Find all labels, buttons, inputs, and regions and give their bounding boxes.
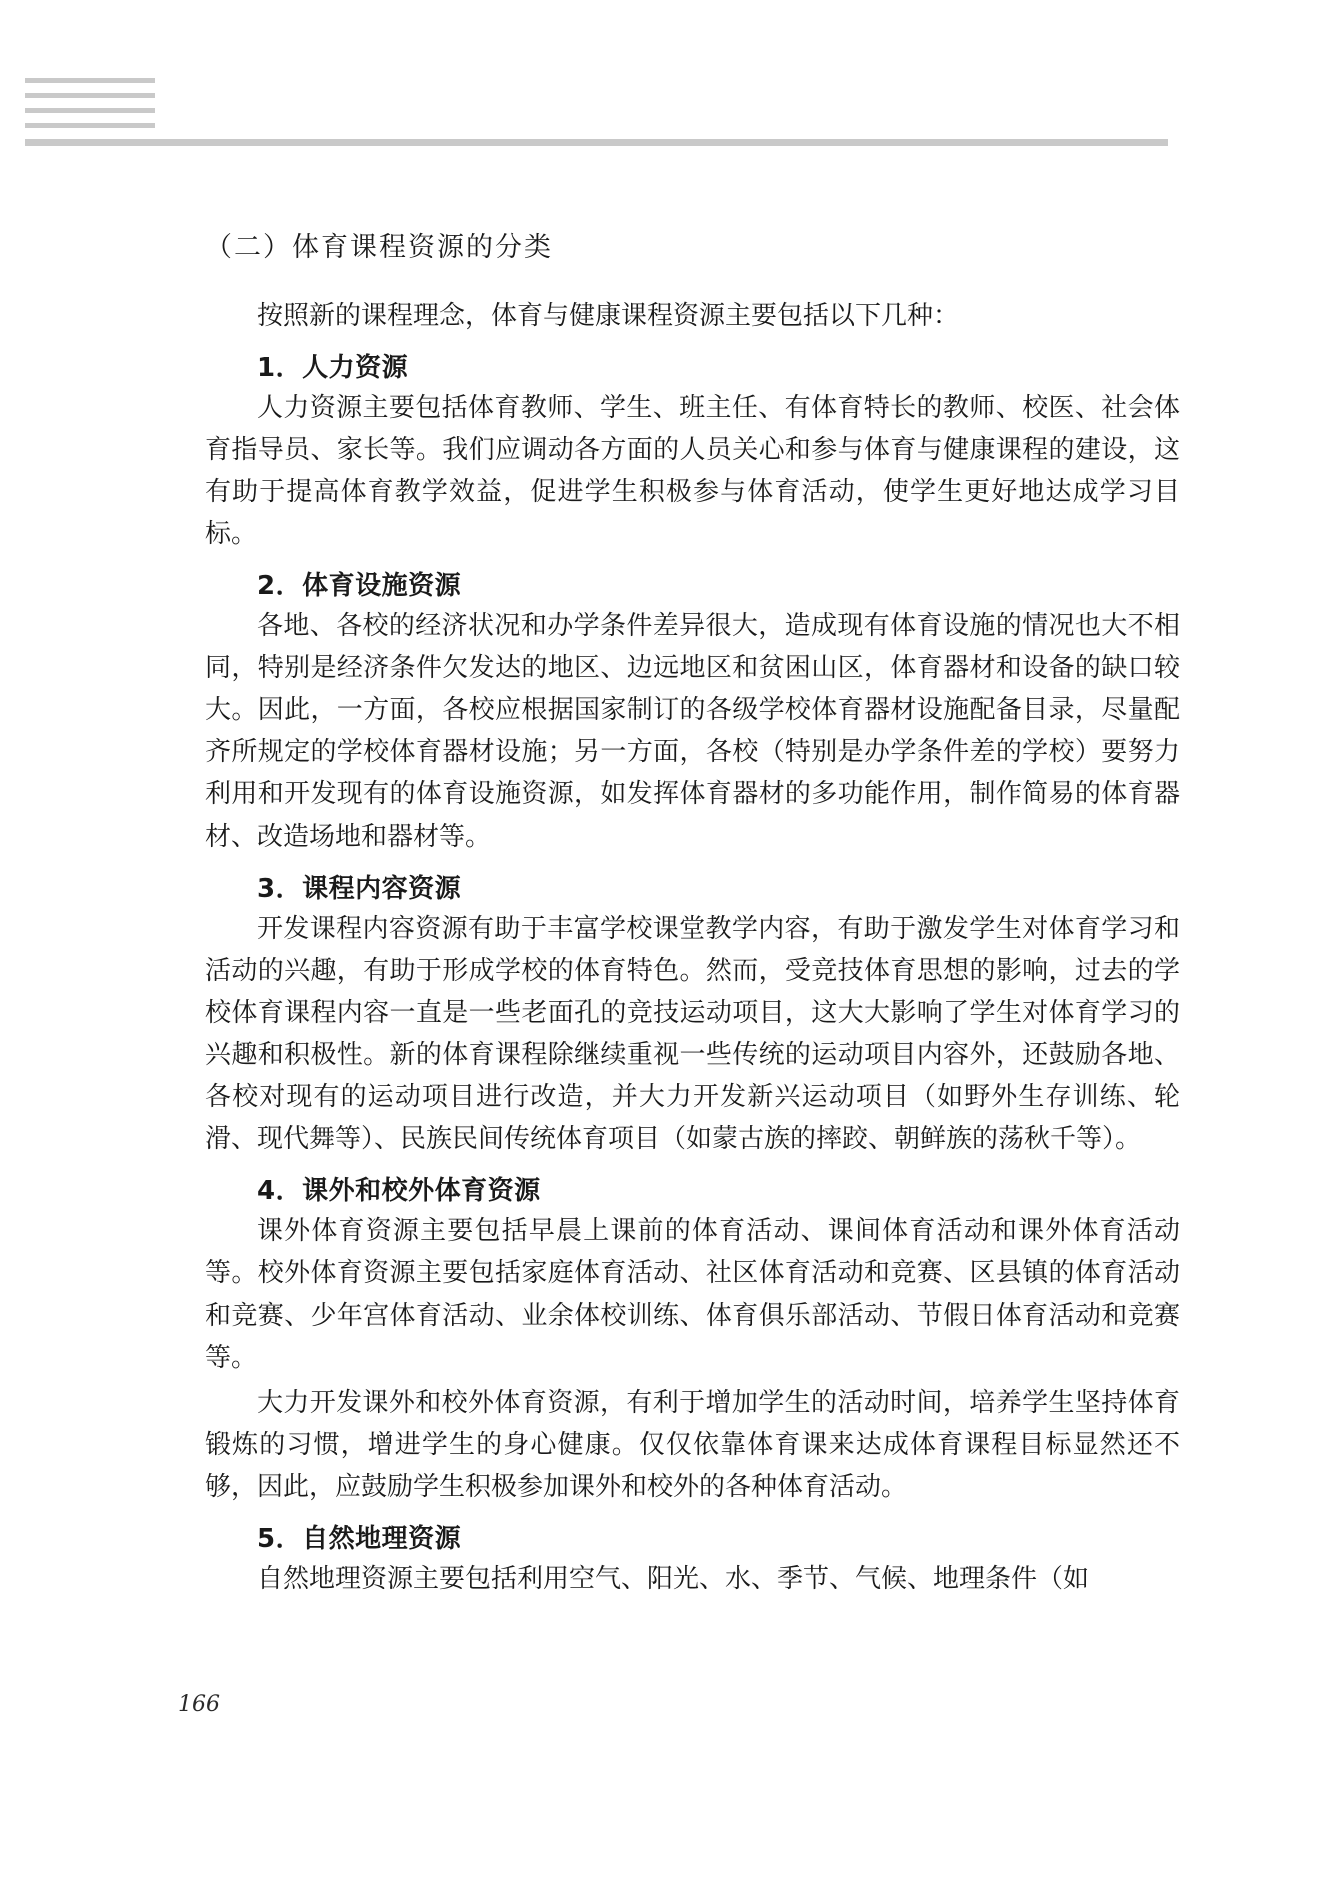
subsection-5-paragraph-1: 自然地理资源主要包括利用空气、阳光、水、季节、气候、地理条件（如 <box>257 1564 1090 1595</box>
subsection-heading-1: 1．人力资源 <box>257 352 409 383</box>
section-heading: （二）体育课程资源的分类 <box>205 232 553 263</box>
subsection-3-paragraph-1: 开发课程内容资源有助于丰富学校课堂教学内容，有助于激发学生对体育学习和活动的兴趣，有助于形成学校的体育特色。然而，受竞技体育思想的影响，过去的学校体育课程内容一直是一些老面孔的竞技运动项目，这大大影响了学生对体育学习的兴趣和积极性。新的体育课程除继续重视一些传统的运动项目内容外，还鼓励各地、各校对现有的运动项目进行改造，并大力开发新兴运动项目（如野外生存训练、轮滑、现代舞等）、民族民间传统体育项目（如蒙古族的摔跤、朝鲜族的荡秋千等）。 <box>205 913 1180 1155</box>
intro-paragraph: 按照新的课程理念，体育与健康课程资源主要包括以下几种： <box>257 300 960 331</box>
subsection-4-paragraph-1: 课外体育资源主要包括早晨上课前的体育活动、课间体育活动和课外体育活动等。校外体育资源主要包括家庭体育活动、社区体育活动和竞赛、区县镇的体育活动和竞赛、少年宫体育活动、业余体校训练、体育俱乐部活动、节假日体育活动和竞赛等。 <box>205 1216 1180 1373</box>
subsection-heading-2: 2．体育设施资源 <box>257 571 462 602</box>
header-rule-3 <box>25 108 155 113</box>
page-number: 166 <box>178 1692 220 1717</box>
header-decoration <box>0 78 1180 158</box>
subsection-heading-5: 5．自然地理资源 <box>257 1524 462 1555</box>
subsection-heading-4: 4．课外和校外体育资源 <box>257 1176 541 1207</box>
header-rule-1 <box>25 78 155 83</box>
subsection-4-paragraph-2: 大力开发课外和校外体育资源，有利于增加学生的活动时间，培养学生坚持体育锻炼的习惯，增进学生的身心健康。仅仅依靠体育课来达成体育课程目标显然还不够，因此，应鼓励学生积极参加课外和校外的各种体育活动。 <box>205 1387 1180 1503</box>
header-rule-long <box>25 139 1168 146</box>
subsection-heading-3: 3．课程内容资源 <box>257 873 462 904</box>
header-rule-2 <box>25 93 155 98</box>
subsection-2-paragraph-1: 各地、各校的经济状况和办学条件差异很大，造成现有体育设施的情况也大不相同，特别是经济条件欠发达的地区、边远地区和贫困山区，体育器材和设备的缺口较大。因此，一方面，各校应根据国家制订的各级学校体育器材设施配备目录，尽量配齐所规定的学校体育器材设施；另一方面，各校（特别是办学条件差的学校）要努力利用和开发现有的体育设施资源，如发挥体育器材的多功能作用，制作简易的体育器材、改造场地和器材等。 <box>205 611 1180 852</box>
subsection-1-paragraph-1: 人力资源主要包括体育教师、学生、班主任、有体育特长的教师、校医、社会体育指导员、家长等。我们应调动各方面的人员关心和参与体育与健康课程的建设，这有助于提高体育教学效益，促进学生积极参与体育活动，使学生更好地达成学习目标。 <box>205 392 1180 549</box>
header-rule-4 <box>25 123 155 128</box>
page-content <box>205 228 1180 1603</box>
